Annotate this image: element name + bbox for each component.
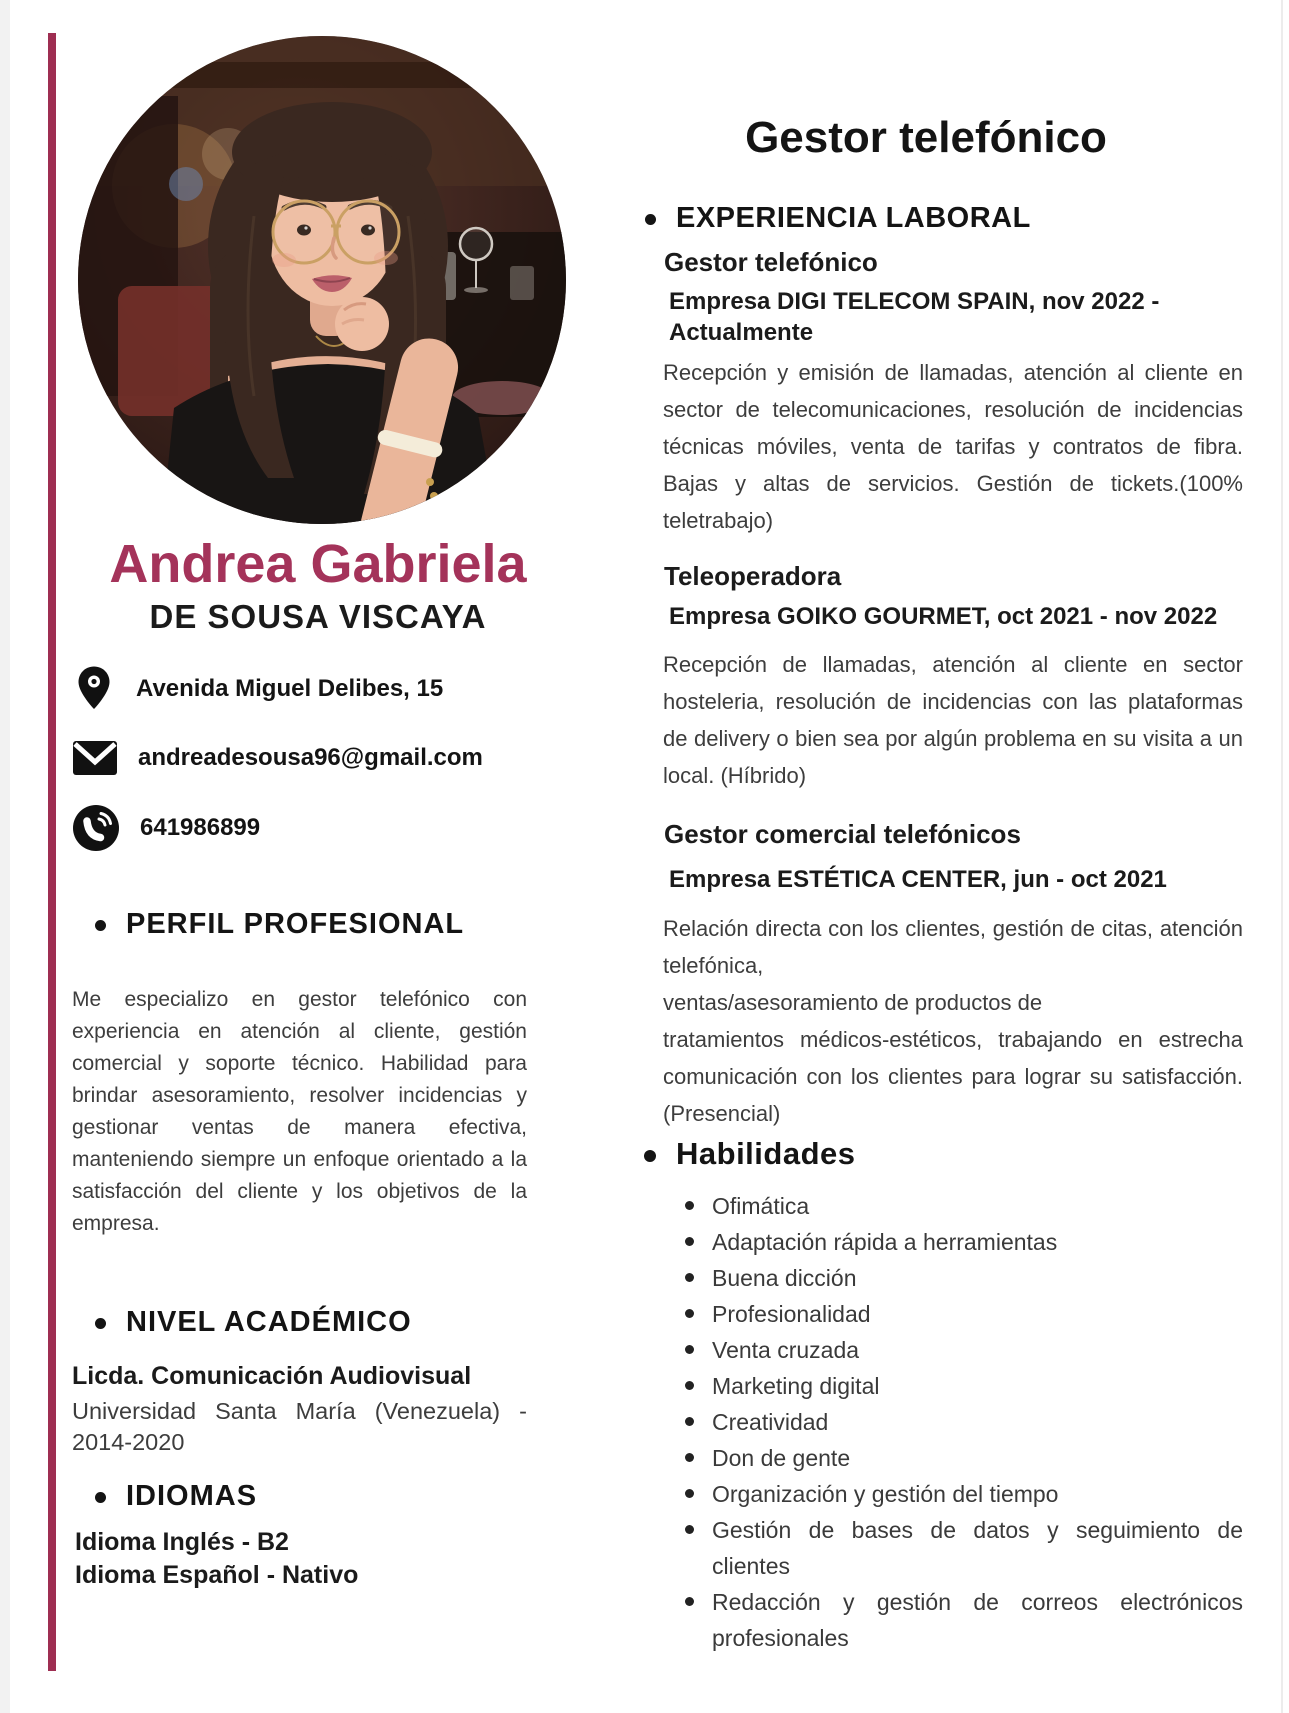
portrait-illustration: [78, 36, 566, 524]
email-icon: [72, 740, 118, 776]
skill-item: Organización y gestión del tiempo: [683, 1476, 1243, 1512]
bullet-icon: [95, 1318, 106, 1329]
language-list: Idioma Inglés - B2 Idioma Español - Nativo: [75, 1528, 359, 1589]
section-heading-experience: [645, 200, 1031, 236]
education-degree: Licda. Comunicación Audiovisual: [72, 1362, 472, 1390]
section-title-education: NIVEL ACADÉMICO: [126, 1306, 412, 1338]
section-heading-education: [95, 1304, 412, 1340]
skill-item: Redacción y gestión de correos electrónicos profesionales: [683, 1584, 1243, 1656]
last-name: DE SOUSA VISCAYA: [149, 598, 487, 635]
phone-icon: [72, 804, 120, 852]
section-heading-profile: [95, 906, 464, 942]
section-title-profile: PERFIL PROFESIONAL: [126, 908, 465, 940]
skill-item: Creatividad: [683, 1404, 1243, 1440]
section-title-languages: IDIOMAS: [126, 1480, 258, 1512]
location-icon: [72, 664, 116, 714]
job-role: Gestor comercial telefónicos: [664, 819, 1021, 849]
job-company: Empresa GOIKO GOURMET, oct 2021 - nov 2022: [669, 603, 1218, 630]
skill-item: Gestión de bases de datos y seguimiento de clientes: [683, 1512, 1243, 1584]
phone-text: 641986899: [140, 814, 261, 841]
skill-item: Venta cruzada: [683, 1332, 1243, 1368]
bullet-icon: [95, 1492, 106, 1503]
skill-item: Marketing digital: [683, 1368, 1243, 1404]
bullet-icon: [645, 214, 656, 225]
skill-item: Ofimática: [683, 1188, 1243, 1224]
job-company: Empresa DIGI TELECOM SPAIN, nov 2022 - Actualmente: [669, 288, 1160, 346]
skill-item: Profesionalidad: [683, 1296, 1243, 1332]
address-text: Avenida Miguel Delibes, 15: [136, 675, 444, 702]
bullet-icon: [644, 1150, 656, 1162]
page-edge-left: [0, 0, 10, 1713]
section-heading-skills: [644, 1136, 856, 1172]
job-company: Empresa ESTÉTICA CENTER, jun - oct 2021: [669, 866, 1167, 893]
accent-bar: [48, 33, 56, 1671]
first-name: Andrea Gabriela: [109, 534, 527, 594]
contact-email-row: [72, 740, 483, 776]
skill-item: Don de gente: [683, 1440, 1243, 1476]
skill-item: Buena dicción: [683, 1260, 1243, 1296]
job-role: Teleoperadora: [664, 561, 842, 591]
email-text: andreadesousa96@gmail.com: [138, 744, 483, 771]
profile-body: Me especializo en gestor telefónico con experiencia en atención al cliente, gestión comercial y soporte técnico. Habilidad para brindar asesoramiento, resolver incidencias y gestionar ventas de manera efectiva, manteniendo siempre un enfoque orientado a la satisfacción del cliente y los objetivos de la empresa.: [72, 988, 527, 1235]
education-university: Universidad Santa María (Venezuela) - 2014-2020: [72, 1398, 527, 1455]
page-edge-right: [1281, 0, 1283, 1713]
contact-phone-row: [72, 804, 260, 852]
skill-item: Adaptación rápida a herramientas: [683, 1224, 1243, 1260]
profile-photo: [78, 36, 566, 524]
section-heading-languages: [95, 1478, 257, 1514]
contact-address-row: [72, 664, 443, 714]
job-description: Recepción y emisión de llamadas, atención al cliente en sector de telecomunicaciones, resolución de incidencias técnicas móviles, venta de tarifas y contratos de fibra. Bajas y altas de servicios. Gestión de tickets.(100% teletrabajo): [663, 360, 1243, 533]
page-title: Gestor telefónico: [745, 113, 1107, 162]
bullet-icon: [95, 920, 106, 931]
job-description: Relación directa con los clientes, gestión de citas, atención telefónica, ventas/asesoramiento de productos de tratamientos médicos-estéticos, trabajando en estrecha comunicación con los clientes para lograr su satisfacción. (Presencial): [663, 916, 1243, 1126]
section-title-skills: Habilidades: [676, 1136, 856, 1171]
section-title-experience: EXPERIENCIA LABORAL: [676, 202, 1031, 234]
job-role: Gestor telefónico: [664, 247, 878, 277]
skills-list: [683, 1188, 1243, 1656]
job-description: Recepción de llamadas, atención al cliente en sector hosteleria, resolución de incidencias con las plataformas de delivery o bien sea por algún problema en su visita a un local. (Híbrido): [663, 652, 1243, 788]
